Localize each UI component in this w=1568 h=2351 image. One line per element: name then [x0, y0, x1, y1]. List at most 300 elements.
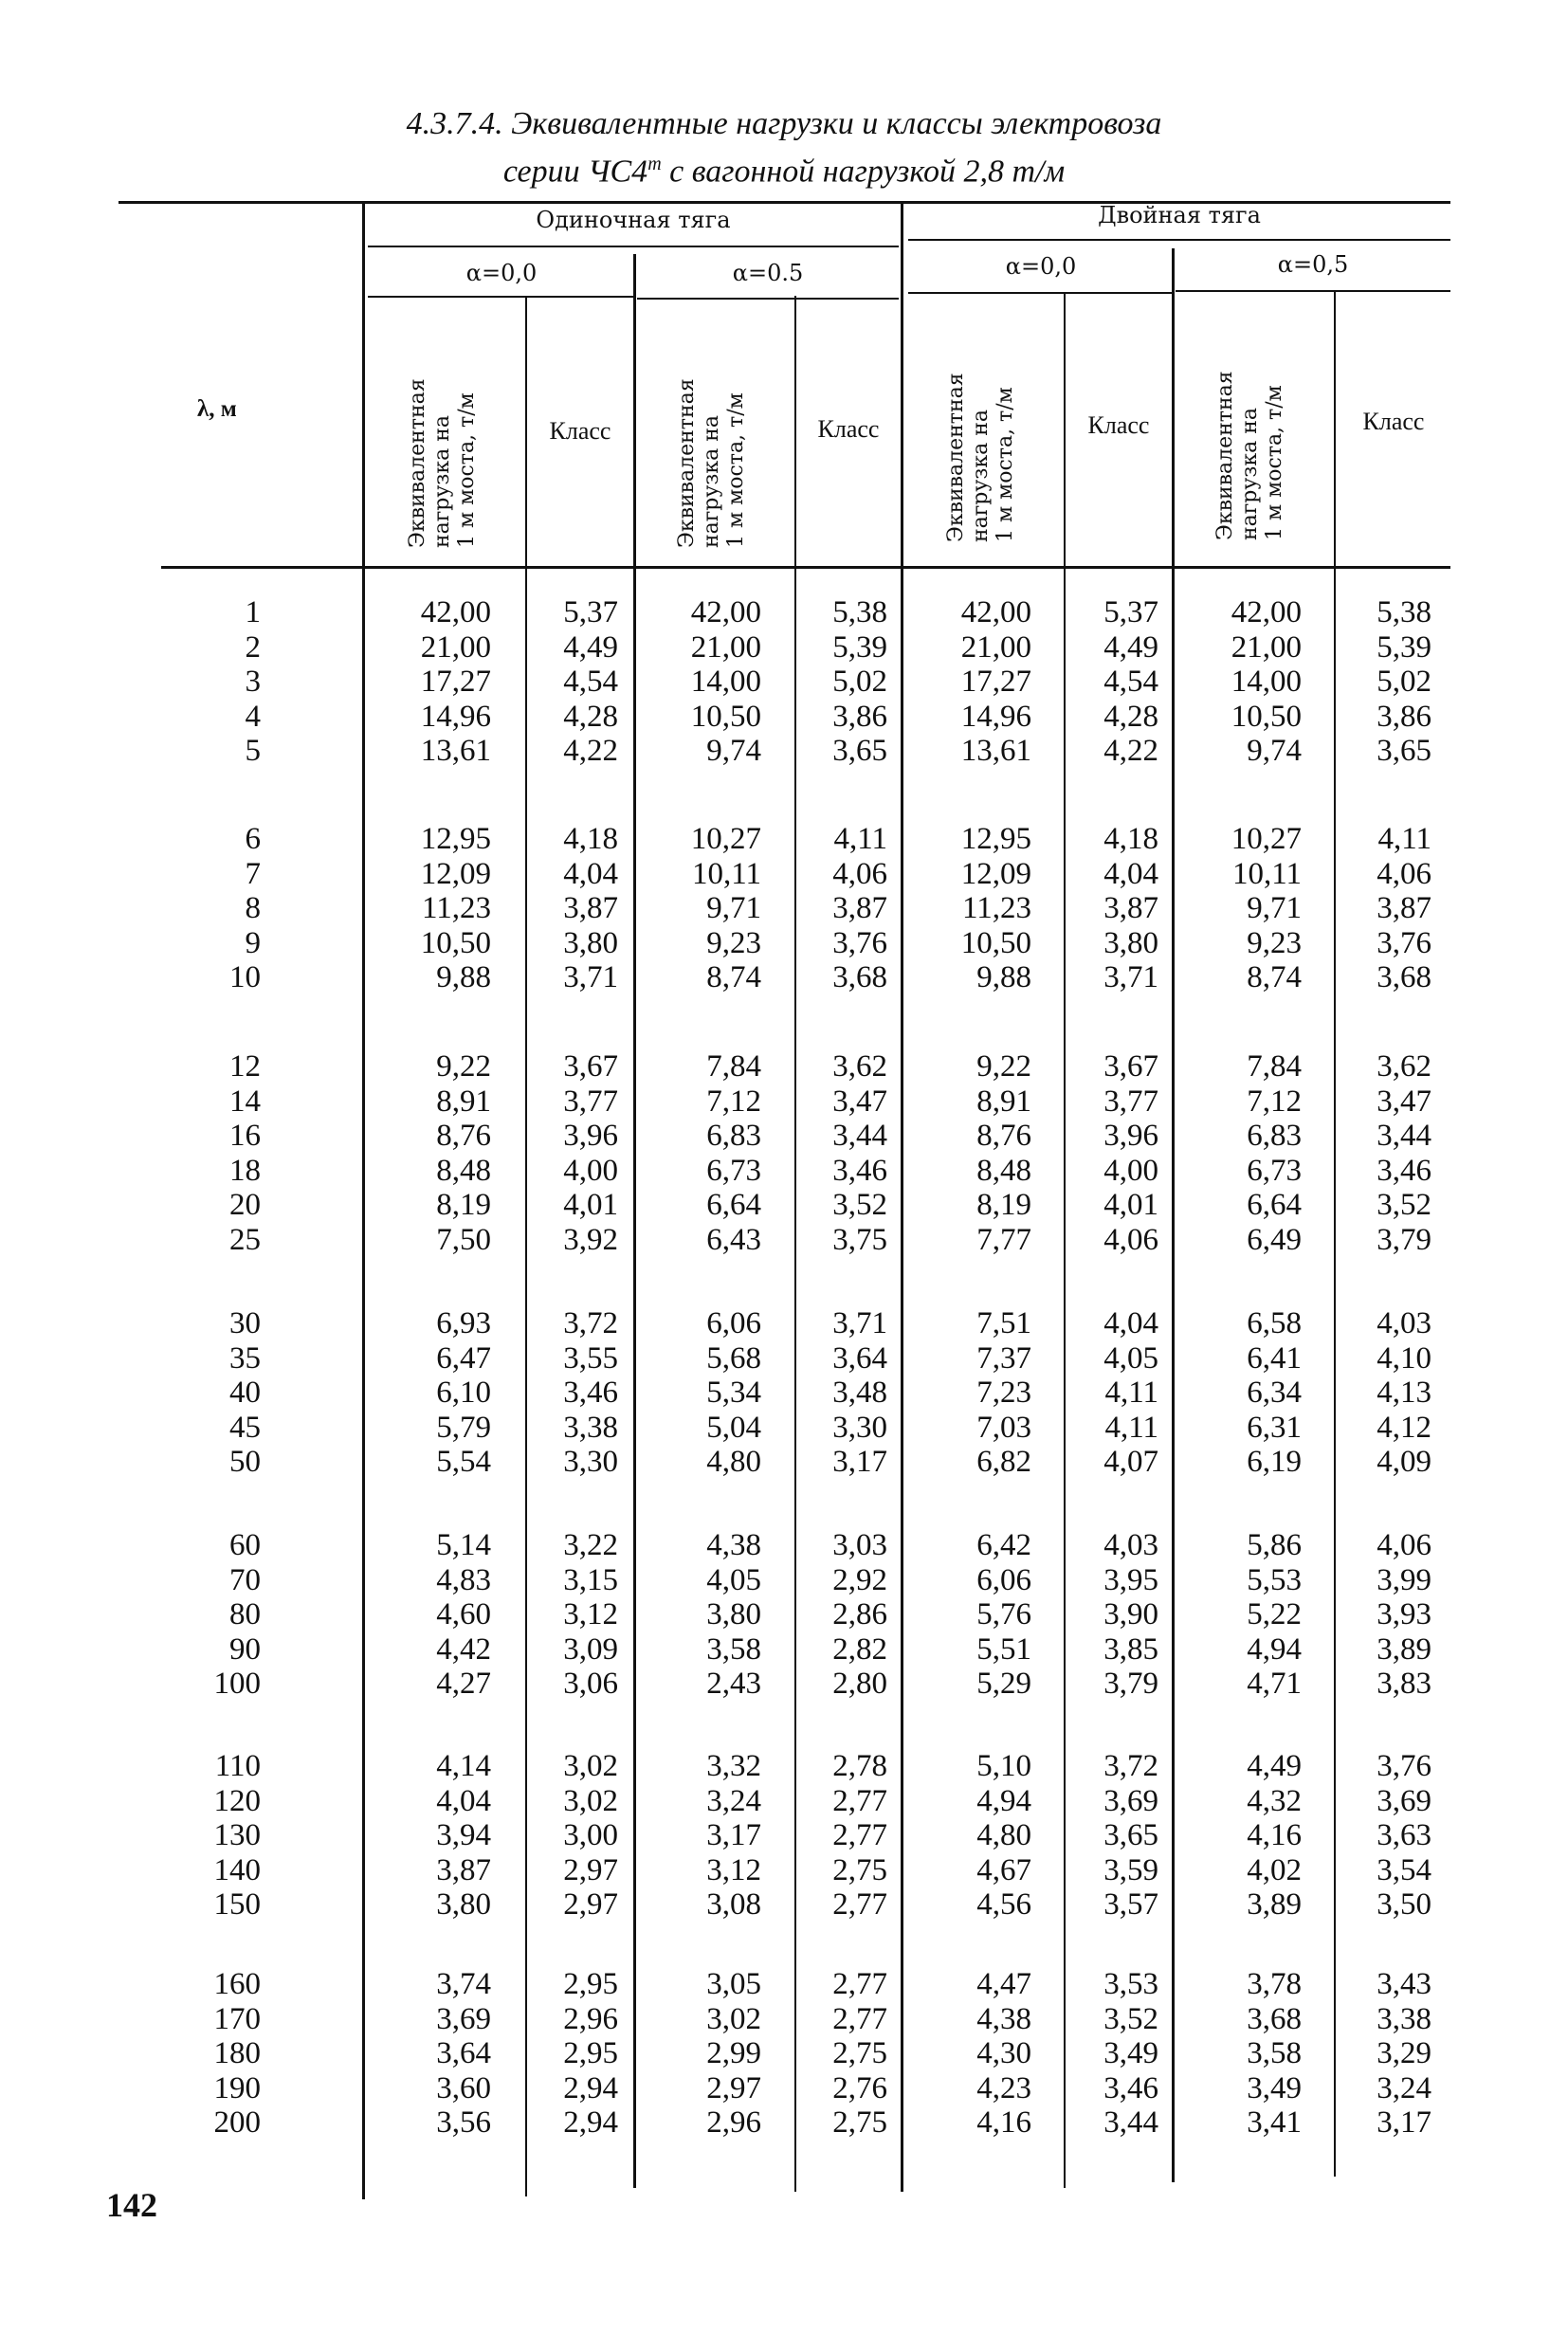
eq-load-cell: 8,74: [706, 960, 761, 994]
class-cell: 3,47: [832, 1084, 887, 1119]
lambda-cell: 40: [229, 1376, 261, 1410]
class-cell: 2,77: [832, 2001, 887, 2036]
title-line-2-prefix: серии ЧС4: [502, 154, 648, 190]
eq-load-cell: 9,23: [706, 925, 761, 960]
class-cell: 3,69: [1377, 1783, 1431, 1818]
class-cell: 2,92: [832, 1562, 887, 1597]
eq-load-cell: 8,76: [976, 1119, 1031, 1153]
eq-load-cell: 17,27: [420, 665, 491, 699]
class-cell: 4,06: [1377, 856, 1431, 891]
eq-load-cell: 42,00: [420, 595, 491, 629]
class-cell: 3,76: [832, 925, 887, 960]
eq-load-cell: 3,64: [436, 2036, 491, 2070]
eq-load-cell: 7,51: [976, 1306, 1031, 1340]
class-cell: 3,71: [832, 1306, 887, 1340]
lambda-cell: 90: [229, 1631, 261, 1667]
header-eq-line-2: нагрузка на: [969, 410, 993, 542]
class-cell: 2,77: [832, 1783, 887, 1818]
eq-load-cell: 10,50: [960, 925, 1031, 960]
eq-load-cell: 42,00: [1231, 595, 1302, 629]
class-cell: 3,69: [1103, 1783, 1158, 1818]
lambda-cell: 100: [213, 1667, 261, 1701]
eq-load-cell: 4,94: [976, 1783, 1031, 1818]
eq-load-cell: 13,61: [960, 734, 1031, 768]
class-cell: 3,03: [832, 1528, 887, 1562]
class-cell: 4,06: [1377, 1528, 1431, 1562]
class-cell: 2,78: [832, 1749, 887, 1783]
eq-load-cell: 6,83: [1247, 1119, 1302, 1153]
class-cell: 3,64: [832, 1340, 887, 1376]
eq-load-cell: 6,64: [1247, 1188, 1302, 1222]
class-cell: 2,97: [563, 1852, 618, 1887]
class-cell: 4,11: [1104, 1410, 1158, 1445]
eq-load-cell: 6,06: [706, 1306, 761, 1340]
class-cell: 3,65: [1377, 734, 1431, 768]
lambda-cell: 6: [245, 822, 261, 856]
eq-load-cell: 6,49: [1247, 1222, 1302, 1257]
class-cell: 3,15: [563, 1562, 618, 1597]
eq-load-cell: 4,14: [436, 1749, 491, 1783]
class-cell: 4,06: [832, 856, 887, 891]
eq-load-cell: 3,87: [436, 1852, 491, 1887]
class-cell: 3,49: [1103, 2036, 1158, 2070]
header-eq-line-3: 1 м моста, т/м: [994, 387, 1017, 542]
class-cell: 4,03: [1103, 1528, 1158, 1562]
header-class-3: Класс: [1087, 411, 1150, 439]
title-line-1: 4.3.7.4. Эквивалентные нагрузки и классы электровоза: [406, 106, 1162, 141]
class-cell: 3,89: [1377, 1631, 1431, 1667]
eq-load-cell: 4,30: [976, 2036, 1031, 2070]
lambda-cell: 7: [245, 856, 261, 891]
eq-load-cell: 5,34: [706, 1376, 761, 1410]
eq-load-cell: 7,03: [976, 1410, 1031, 1445]
class-cell: 3,68: [832, 960, 887, 994]
eq-load-cell: 7,77: [976, 1222, 1031, 1257]
class-cell: 4,01: [563, 1188, 618, 1222]
class-cell: 3,48: [832, 1376, 887, 1410]
lambda-cell: 5: [245, 734, 261, 768]
eq-load-cell: 3,69: [436, 2001, 491, 2036]
eq-load-cell: 10,11: [1231, 856, 1302, 891]
lambda-cell: 2: [245, 629, 261, 665]
eq-load-cell: 10,50: [420, 925, 491, 960]
eq-load-cell: 8,91: [976, 1084, 1031, 1119]
class-cell: 2,75: [832, 1852, 887, 1887]
class-cell: 3,93: [1377, 1597, 1431, 1631]
class-cell: 3,87: [832, 891, 887, 925]
class-cell: 3,87: [1377, 891, 1431, 925]
eq-load-cell: 7,12: [1247, 1084, 1302, 1119]
class-cell: 3,76: [1377, 925, 1431, 960]
class-cell: 4,13: [1377, 1376, 1431, 1410]
class-cell: 3,30: [832, 1410, 887, 1445]
class-cell: 3,75: [832, 1222, 887, 1257]
eq-load-cell: 6,64: [706, 1188, 761, 1222]
header-eq-line-2: нагрузка на: [1238, 408, 1262, 540]
eq-load-cell: 12,95: [960, 822, 1031, 856]
class-cell: 3,63: [1377, 1818, 1431, 1852]
class-cell: 4,10: [1377, 1340, 1431, 1376]
class-cell: 3,62: [1377, 1049, 1431, 1084]
header-eq-line-3: 1 м моста, т/м: [1263, 385, 1286, 540]
class-cell: 4,05: [1103, 1340, 1158, 1376]
eq-load-cell: 4,67: [976, 1852, 1031, 1887]
eq-load-cell: 12,09: [420, 856, 491, 891]
lambda-cell: 35: [229, 1340, 261, 1376]
class-cell: 3,90: [1103, 1597, 1158, 1631]
eq-load-cell: 3,89: [1247, 1887, 1302, 1922]
eq-load-cell: 3,94: [436, 1818, 491, 1852]
class-cell: 3,47: [1377, 1084, 1431, 1119]
class-cell: 5,38: [832, 595, 887, 629]
class-cell: 4,04: [1103, 1306, 1158, 1340]
eq-load-cell: 14,96: [960, 699, 1031, 734]
class-cell: 3,96: [1103, 1119, 1158, 1153]
eq-load-cell: 4,16: [976, 2105, 1031, 2140]
class-cell: 2,77: [832, 1967, 887, 2001]
header-alpha-double-05: α=0,5: [1277, 251, 1349, 278]
eq-load-cell: 2,97: [706, 2070, 761, 2105]
class-cell: 3,83: [1377, 1667, 1431, 1701]
lambda-cell: 120: [213, 1783, 261, 1818]
eq-load-cell: 3,41: [1247, 2105, 1302, 2140]
header-eq-line-1: Эквивалентная: [406, 378, 429, 548]
header-eq-line-1: Эквивалентная: [944, 373, 968, 542]
eq-load-cell: 6,31: [1247, 1410, 1302, 1445]
class-cell: 3,59: [1103, 1852, 1158, 1887]
eq-load-cell: 21,00: [1231, 629, 1302, 665]
eq-load-cell: 4,71: [1247, 1667, 1302, 1701]
header-class-2: Класс: [817, 415, 880, 443]
lambda-cell: 12: [229, 1049, 261, 1084]
class-cell: 3,43: [1377, 1967, 1431, 2001]
class-cell: 3,44: [1103, 2105, 1158, 2140]
class-cell: 3,65: [1103, 1818, 1158, 1852]
class-cell: 4,54: [1103, 665, 1158, 699]
eq-load-cell: 9,22: [976, 1049, 1031, 1084]
eq-load-cell: 6,19: [1247, 1445, 1302, 1479]
class-cell: 4,03: [1377, 1306, 1431, 1340]
eq-load-cell: 7,37: [976, 1340, 1031, 1376]
class-cell: 2,94: [563, 2070, 618, 2105]
header-eq-line-2: нагрузка на: [700, 415, 723, 548]
class-cell: 5,02: [832, 665, 887, 699]
eq-load-cell: 7,50: [436, 1222, 491, 1257]
eq-load-cell: 5,86: [1247, 1528, 1302, 1562]
class-cell: 3,77: [563, 1084, 618, 1119]
eq-load-cell: 6,43: [706, 1222, 761, 1257]
eq-load-cell: 4,47: [976, 1967, 1031, 2001]
class-cell: 3,79: [1103, 1667, 1158, 1701]
eq-load-cell: 4,27: [436, 1667, 491, 1701]
eq-load-cell: 3,24: [706, 1783, 761, 1818]
class-cell: 3,38: [563, 1410, 618, 1445]
lambda-cell: 200: [213, 2105, 261, 2140]
class-cell: 4,11: [1377, 822, 1431, 856]
class-cell: 3,79: [1377, 1222, 1431, 1257]
lambda-cell: 1: [245, 595, 261, 629]
header-lambda: λ, м: [197, 396, 237, 422]
class-cell: 3,96: [563, 1119, 618, 1153]
class-cell: 3,46: [563, 1376, 618, 1410]
class-cell: 4,04: [1103, 856, 1158, 891]
class-cell: 2,82: [832, 1631, 887, 1667]
lambda-cell: 18: [229, 1153, 261, 1188]
lambda-cell: 25: [229, 1222, 261, 1257]
class-cell: 4,07: [1103, 1445, 1158, 1479]
eq-load-cell: 3,74: [436, 1967, 491, 2001]
class-cell: 4,11: [833, 822, 887, 856]
class-cell: 4,18: [1103, 822, 1158, 856]
class-cell: 3,87: [1103, 891, 1158, 925]
eq-load-cell: 14,00: [1231, 665, 1302, 699]
class-cell: 3,52: [1377, 1188, 1431, 1222]
eq-load-cell: 6,47: [436, 1340, 491, 1376]
eq-load-cell: 6,82: [976, 1445, 1031, 1479]
class-cell: 3,67: [563, 1049, 618, 1084]
eq-load-cell: 4,80: [706, 1445, 761, 1479]
eq-load-cell: 7,84: [706, 1049, 761, 1084]
header-alpha-single-0: α=0,0: [465, 260, 538, 286]
class-cell: 3,68: [1377, 960, 1431, 994]
lambda-cell: 110: [214, 1749, 261, 1783]
class-cell: 2,86: [832, 1597, 887, 1631]
class-cell: 4,54: [563, 665, 618, 699]
eq-load-cell: 4,80: [976, 1818, 1031, 1852]
header-eq-line-2: нагрузка на: [430, 415, 454, 548]
lambda-cell: 4: [245, 699, 261, 734]
header-single-traction: Одиночная тяга: [536, 207, 731, 233]
class-cell: 4,28: [1103, 699, 1158, 734]
class-cell: 3,77: [1103, 1084, 1158, 1119]
class-cell: 3,17: [1377, 2105, 1431, 2140]
eq-load-cell: 3,68: [1247, 2001, 1302, 2036]
eq-load-cell: 6,73: [706, 1153, 761, 1188]
class-cell: 3,87: [563, 891, 618, 925]
class-cell: 3,86: [832, 699, 887, 734]
lambda-cell: 14: [229, 1084, 261, 1119]
class-cell: 2,76: [832, 2070, 887, 2105]
class-cell: 4,49: [563, 629, 618, 665]
eq-load-cell: 6,06: [976, 1562, 1031, 1597]
class-cell: 3,72: [563, 1306, 618, 1340]
eq-load-cell: 6,73: [1247, 1153, 1302, 1188]
eq-load-cell: 14,00: [690, 665, 761, 699]
class-cell: 4,22: [1103, 734, 1158, 768]
class-cell: 2,95: [563, 1967, 618, 2001]
class-cell: 2,95: [563, 2036, 618, 2070]
class-cell: 2,96: [563, 2001, 618, 2036]
title-superscript: т: [647, 154, 662, 174]
eq-load-cell: 5,22: [1247, 1597, 1302, 1631]
class-cell: 3,46: [832, 1153, 887, 1188]
lambda-cell: 16: [229, 1119, 261, 1153]
class-cell: 2,77: [832, 1818, 887, 1852]
lambda-cell: 190: [213, 2070, 261, 2105]
eq-load-cell: 3,58: [706, 1631, 761, 1667]
eq-load-cell: 2,96: [706, 2105, 761, 2140]
eq-load-cell: 6,41: [1247, 1340, 1302, 1376]
lambda-cell: 20: [229, 1188, 261, 1222]
class-cell: 4,11: [1104, 1376, 1158, 1410]
class-cell: 3,24: [1377, 2070, 1431, 2105]
eq-load-cell: 8,91: [436, 1084, 491, 1119]
eq-load-cell: 3,80: [706, 1597, 761, 1631]
eq-load-cell: 4,38: [976, 2001, 1031, 2036]
class-cell: 2,80: [832, 1667, 887, 1701]
header-eq-line-3: 1 м моста, т/м: [724, 392, 748, 548]
header-class-4: Класс: [1362, 408, 1425, 435]
eq-load-cell: 6,93: [436, 1306, 491, 1340]
class-cell: 2,97: [563, 1887, 618, 1922]
eq-load-cell: 5,04: [706, 1410, 761, 1445]
class-cell: 3,71: [563, 960, 618, 994]
eq-load-cell: 6,58: [1247, 1306, 1302, 1340]
class-cell: 4,01: [1103, 1188, 1158, 1222]
title-line-2-suffix: с вагонной нагрузкой 2,8 т/м: [661, 154, 1066, 190]
header-eq-line-1: Эквивалентная: [675, 378, 699, 548]
eq-load-cell: 10,11: [691, 856, 761, 891]
eq-load-cell: 4,32: [1247, 1783, 1302, 1818]
class-cell: 3,52: [1103, 2001, 1158, 2036]
lambda-cell: 9: [245, 925, 261, 960]
eq-load-cell: 11,23: [961, 891, 1031, 925]
eq-load-cell: 21,00: [690, 629, 761, 665]
class-cell: 4,22: [563, 734, 618, 768]
eq-load-cell: 2,99: [706, 2036, 761, 2070]
lambda-cell: 150: [213, 1887, 261, 1922]
class-cell: 3,46: [1377, 1153, 1431, 1188]
class-cell: 5,37: [1103, 595, 1158, 629]
class-cell: 3,50: [1377, 1887, 1431, 1922]
lambda-cell: 160: [213, 1967, 261, 2001]
class-cell: 3,65: [832, 734, 887, 768]
class-cell: 3,12: [563, 1597, 618, 1631]
eq-load-cell: 5,68: [706, 1340, 761, 1376]
class-cell: 3,86: [1377, 699, 1431, 734]
eq-load-cell: 3,32: [706, 1749, 761, 1783]
eq-load-cell: 4,94: [1247, 1631, 1302, 1667]
class-cell: 3,02: [563, 1783, 618, 1818]
eq-load-cell: 9,71: [1247, 891, 1302, 925]
eq-load-cell: 11,23: [421, 891, 491, 925]
eq-load-cell: 5,29: [976, 1667, 1031, 1701]
header-alpha-single-05: α=0.5: [732, 260, 804, 286]
eq-load-cell: 5,54: [436, 1445, 491, 1479]
eq-load-cell: 4,16: [1247, 1818, 1302, 1852]
header-double-traction: Двойная тяга: [1098, 202, 1261, 228]
class-cell: 3,00: [563, 1818, 618, 1852]
eq-load-cell: 2,43: [706, 1667, 761, 1701]
class-cell: 5,39: [832, 629, 887, 665]
eq-load-cell: 12,09: [960, 856, 1031, 891]
class-cell: 3,44: [1377, 1119, 1431, 1153]
eq-load-cell: 42,00: [960, 595, 1031, 629]
class-cell: 3,57: [1103, 1887, 1158, 1922]
eq-load-cell: 3,08: [706, 1887, 761, 1922]
eq-load-cell: 5,79: [436, 1410, 491, 1445]
eq-load-cell: 9,88: [976, 960, 1031, 994]
eq-load-cell: 21,00: [960, 629, 1031, 665]
class-cell: 3,29: [1377, 2036, 1431, 2070]
eq-load-cell: 21,00: [420, 629, 491, 665]
eq-load-cell: 8,76: [436, 1119, 491, 1153]
eq-load-cell: 8,19: [436, 1188, 491, 1222]
eq-load-cell: 6,10: [436, 1376, 491, 1410]
lambda-cell: 180: [213, 2036, 261, 2070]
eq-load-cell: 9,88: [436, 960, 491, 994]
class-cell: 3,06: [563, 1667, 618, 1701]
header-alpha-double-0: α=0,0: [1005, 253, 1077, 280]
class-cell: 4,09: [1377, 1445, 1431, 1479]
eq-load-cell: 4,56: [976, 1887, 1031, 1922]
lambda-cell: 140: [213, 1852, 261, 1887]
class-cell: 3,67: [1103, 1049, 1158, 1084]
class-cell: 3,17: [832, 1445, 887, 1479]
class-cell: 4,12: [1377, 1410, 1431, 1445]
lambda-cell: 8: [245, 891, 261, 925]
eq-load-cell: 4,04: [436, 1783, 491, 1818]
eq-load-cell: 9,74: [706, 734, 761, 768]
class-cell: 4,04: [563, 856, 618, 891]
class-cell: 3,22: [563, 1528, 618, 1562]
eq-load-cell: 9,23: [1247, 925, 1302, 960]
header-eq-line-3: 1 м моста, т/м: [455, 392, 479, 548]
class-cell: 4,00: [1103, 1153, 1158, 1188]
eq-load-cell: 42,00: [690, 595, 761, 629]
eq-load-cell: 17,27: [960, 665, 1031, 699]
eq-load-cell: 3,56: [436, 2105, 491, 2140]
eq-load-cell: 10,27: [690, 822, 761, 856]
eq-load-cell: 4,23: [976, 2070, 1031, 2105]
eq-load-cell: 4,60: [436, 1597, 491, 1631]
eq-load-cell: 8,19: [976, 1188, 1031, 1222]
eq-load-cell: 4,83: [436, 1562, 491, 1597]
class-cell: 4,06: [1103, 1222, 1158, 1257]
class-cell: 2,75: [832, 2105, 887, 2140]
class-cell: 2,94: [563, 2105, 618, 2140]
eq-load-cell: 3,78: [1247, 1967, 1302, 2001]
class-cell: 3,46: [1103, 2070, 1158, 2105]
header-eq-line-1: Эквивалентная: [1213, 371, 1237, 540]
eq-load-cell: 3,80: [436, 1887, 491, 1922]
eq-load-cell: 3,05: [706, 1967, 761, 2001]
class-cell: 5,38: [1377, 595, 1431, 629]
lambda-cell: 70: [229, 1562, 261, 1597]
lambda-cell: 3: [245, 665, 261, 699]
eq-load-cell: 10,50: [1231, 699, 1302, 734]
eq-load-cell: 8,48: [436, 1153, 491, 1188]
eq-load-cell: 3,60: [436, 2070, 491, 2105]
eq-load-cell: 3,12: [706, 1852, 761, 1887]
class-cell: 4,00: [563, 1153, 618, 1188]
eq-load-cell: 4,05: [706, 1562, 761, 1597]
eq-load-cell: 8,48: [976, 1153, 1031, 1188]
class-cell: 3,85: [1103, 1631, 1158, 1667]
class-cell: 5,37: [563, 595, 618, 629]
eq-load-cell: 7,12: [706, 1084, 761, 1119]
lambda-cell: 60: [229, 1528, 261, 1562]
eq-load-cell: 4,42: [436, 1631, 491, 1667]
eq-load-cell: 5,14: [436, 1528, 491, 1562]
eq-load-cell: 5,51: [976, 1631, 1031, 1667]
class-cell: 3,52: [832, 1188, 887, 1222]
page-number: 142: [106, 2186, 157, 2224]
eq-load-cell: 8,74: [1247, 960, 1302, 994]
class-cell: 4,49: [1103, 629, 1158, 665]
eq-load-cell: 4,38: [706, 1528, 761, 1562]
lambda-cell: 50: [229, 1445, 261, 1479]
